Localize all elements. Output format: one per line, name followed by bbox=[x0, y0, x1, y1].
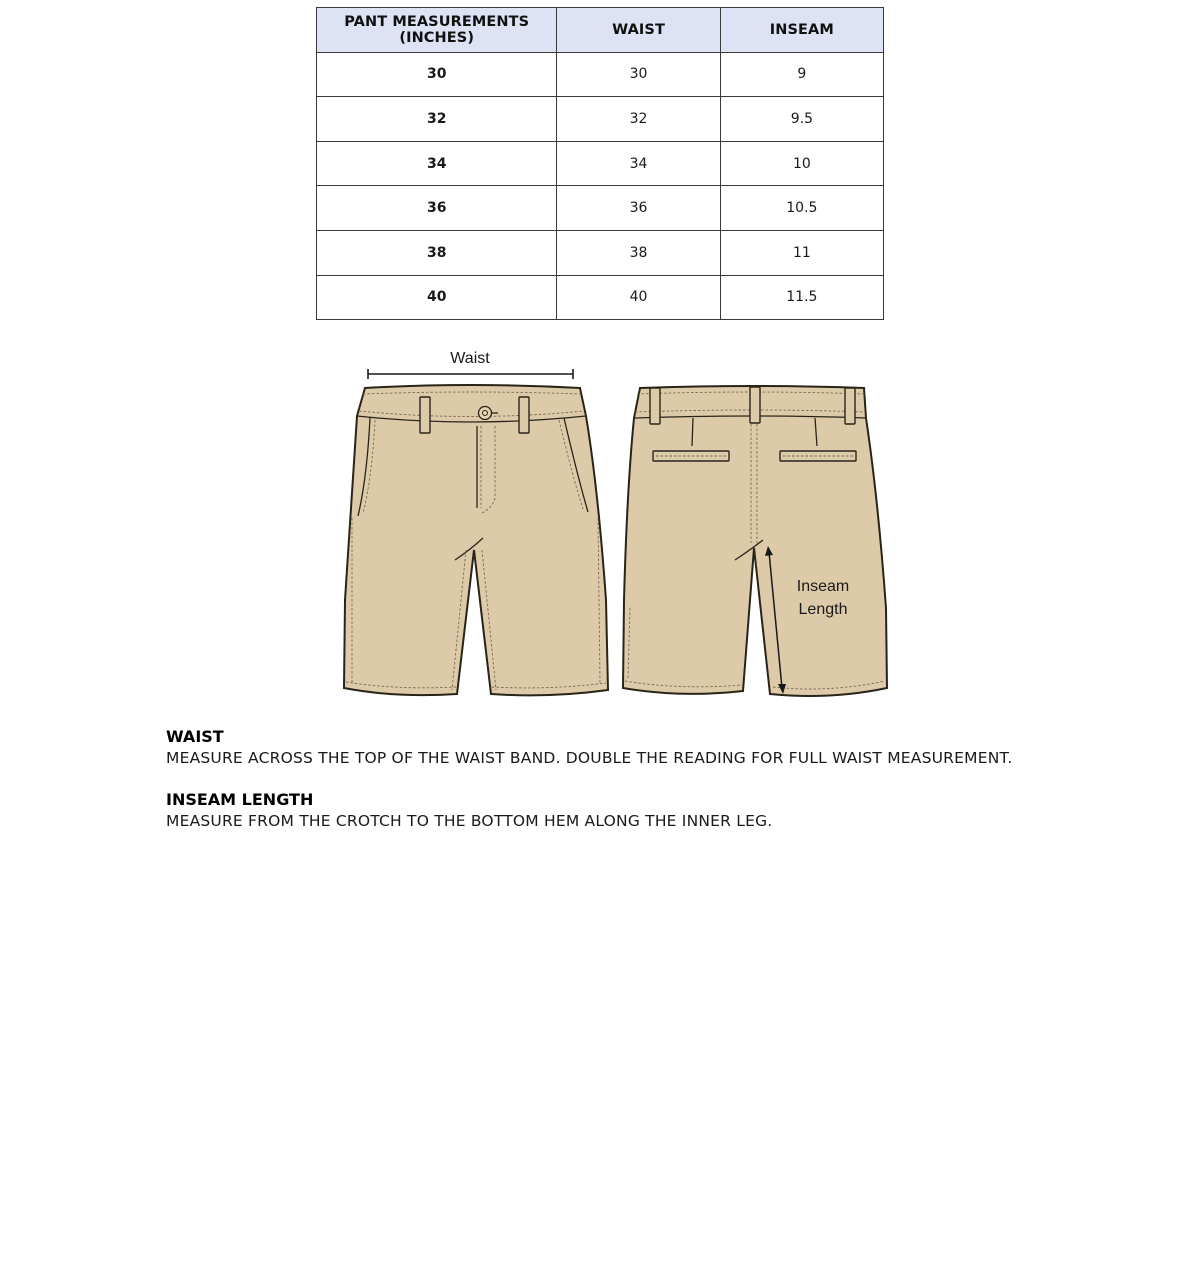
waist-instructions-text: MEASURE ACROSS THE TOP OF THE WAIST BAND. DOUBLE THE READING FOR FULL WAIST MEASUREMENT. bbox=[166, 749, 1013, 767]
inseam-instructions bbox=[166, 789, 1166, 832]
size-chart-table bbox=[316, 7, 884, 320]
waist-measure-line bbox=[368, 369, 573, 379]
inseam-cell: 9.5 bbox=[720, 97, 883, 142]
table-row bbox=[317, 97, 884, 142]
waist-instructions-title: WAIST bbox=[166, 727, 224, 746]
size-cell: 30 bbox=[317, 52, 557, 97]
waist-cell: 32 bbox=[557, 97, 720, 142]
size-cell: 32 bbox=[317, 97, 557, 142]
size-cell: 40 bbox=[317, 275, 557, 320]
inseam-cell: 10 bbox=[720, 141, 883, 186]
inseam-cell: 10.5 bbox=[720, 186, 883, 231]
waist-instructions bbox=[166, 726, 1166, 769]
measurement-instructions bbox=[166, 726, 1166, 852]
header-pant-measurements: PANT MEASUREMENTS (INCHES) bbox=[317, 8, 557, 53]
inseam-instructions-text: MEASURE FROM THE CROTCH TO THE BOTTOM HEM ALONG THE INNER LEG. bbox=[166, 812, 773, 830]
inseam-cell: 11 bbox=[720, 230, 883, 275]
waist-cell: 40 bbox=[557, 275, 720, 320]
waist-cell: 36 bbox=[557, 186, 720, 231]
waist-cell: 34 bbox=[557, 141, 720, 186]
waist-cell: 30 bbox=[557, 52, 720, 97]
size-cell: 36 bbox=[317, 186, 557, 231]
table-row bbox=[317, 275, 884, 320]
shorts-measurement-illustration bbox=[330, 338, 900, 708]
header-inseam: INSEAM bbox=[720, 8, 883, 53]
size-cell: 38 bbox=[317, 230, 557, 275]
table-row bbox=[317, 230, 884, 275]
table-header-row bbox=[317, 8, 884, 53]
inseam-label-line2: Length bbox=[798, 601, 848, 618]
shorts-back-view bbox=[623, 386, 887, 696]
waist-cell: 38 bbox=[557, 230, 720, 275]
inseam-instructions-title: INSEAM LENGTH bbox=[166, 790, 314, 809]
size-cell: 34 bbox=[317, 141, 557, 186]
inseam-cell: 9 bbox=[720, 52, 883, 97]
table-row bbox=[317, 141, 884, 186]
inseam-cell: 11.5 bbox=[720, 275, 883, 320]
table-row bbox=[317, 52, 884, 97]
table-row bbox=[317, 186, 884, 231]
inseam-label-line1: Inseam bbox=[796, 578, 850, 595]
waist-label: Waist bbox=[450, 350, 490, 367]
header-waist: WAIST bbox=[557, 8, 720, 53]
shorts-front-view bbox=[344, 385, 608, 695]
